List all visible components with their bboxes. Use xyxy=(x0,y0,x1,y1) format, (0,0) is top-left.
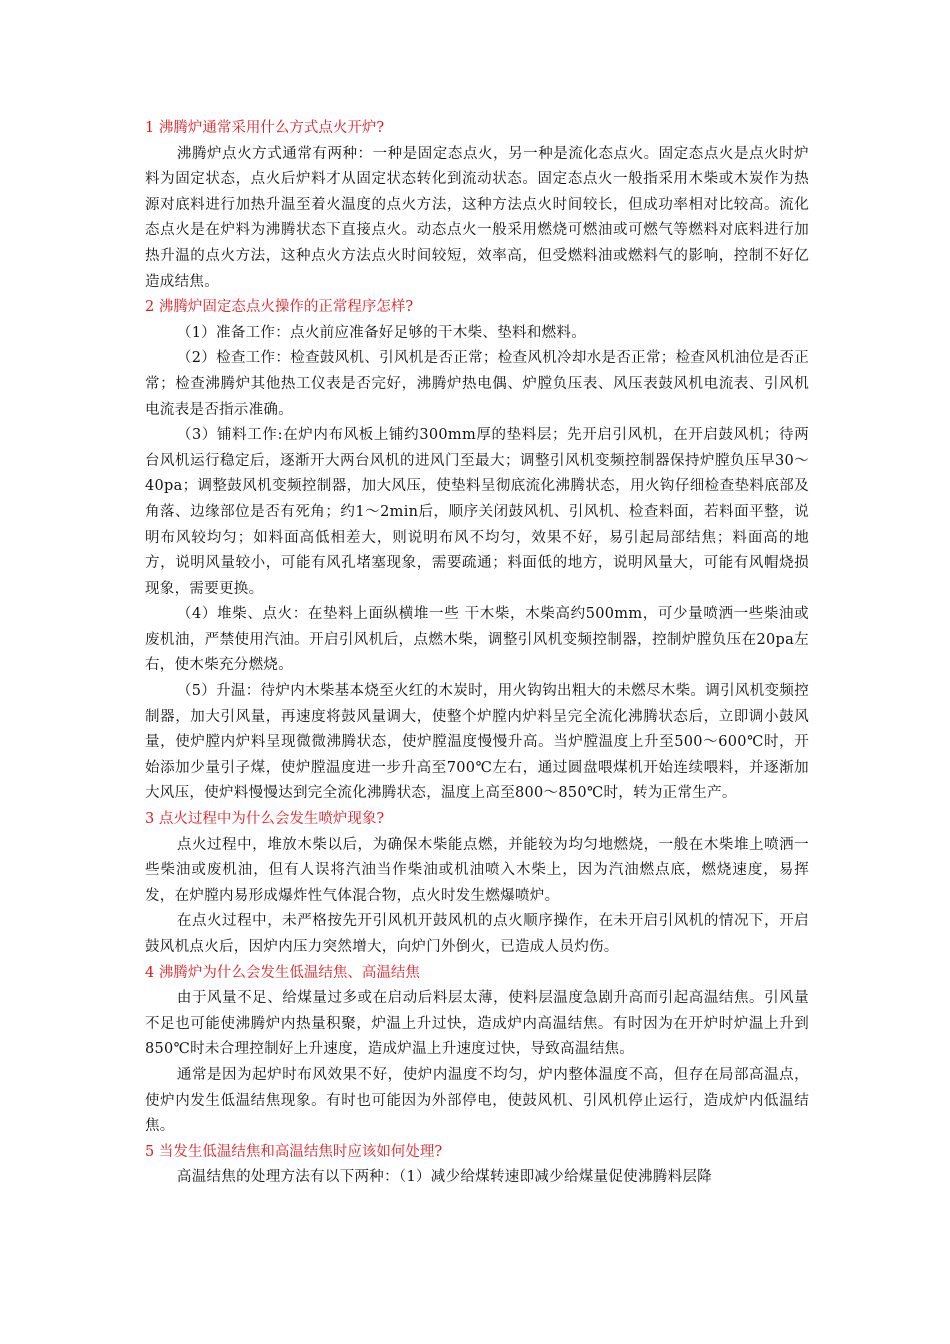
section-heading: 2 沸腾炉固定态点火操作的正常程序怎样? xyxy=(145,299,414,316)
paragraph: 沸腾炉点火方式通常有两种：一种是固定态点火，另一种是流化态点火。固定态点火是点火时炉料为固定状态，点火后炉料才从固定状态转化到流动状态。固定态点火一般指采用木柴或木炭作为热源对底料进行加热升温至着火温度的点火方法，这种方法点火时间较长，但成功率相对比较高。流化态点火是在炉料为沸腾状态下直接点火。动态点火一般采用燃烧可燃油或可燃气等燃料对底料进行加热升温的点火方法，这种点火方法点火时间较短，效率高，但受燃料油或燃料气的影响，控制不好亿造成结焦。 xyxy=(145,145,809,290)
paragraph: （2）检查工作：检查鼓风机、引风机是否正常；检查风机冷却水是否正常；检查风机油位是否正常；检查沸腾炉其他热工仪表是否完好，沸腾炉热电偶、炉膛负压表、风压表鼓风机电流表、引风机电流表是否指示准确。 xyxy=(145,350,809,418)
paragraph: （5）升温：待炉内木柴基本烧至火红的木炭时，用火钩钩出粗大的未燃尽木柴。调引风机变频控制器，加大引风量，再速度将鼓风量调大，使整个炉膛内炉料呈完全流化沸腾状态后，立即调小鼓风量，使炉膛内炉料呈现微微沸腾状态，使炉膛温度慢慢升高。当炉膛温度上升至500～600℃时，开始添加少量引子煤，使炉膛温度进一步升高至700℃左右，通过圆盘喂煤机开始连续喂料，并逐渐加大风压，使炉料慢慢达到完全流化沸腾状态，温度上高至800～850℃时，转为正常生产。 xyxy=(145,683,809,802)
section-heading: 1 沸腾炉通常采用什么方式点火开炉? xyxy=(145,120,385,136)
section-3 xyxy=(145,807,809,961)
paragraph: （4）堆柴、点火：在垫料上面纵横堆一些 干木柴，木柴高约500mm，可少量喷洒一些柴油或废机油，严禁使用汽油。开启引风机后，点燃木柴，调整引风机变频控制器，控制炉膛负压在20pa左右，使木柴充分燃烧。 xyxy=(145,606,809,674)
section-5 xyxy=(145,1140,809,1191)
section-2 xyxy=(145,295,809,807)
paragraph: 点火过程中，堆放木柴以后，为确保木柴能点燃，并能较为均匀地燃烧，一般在木柴堆上喷洒一些柴油或废机油，但有人误将汽油当作柴油或机油喷入木柴上，因为汽油燃点底，燃烧速度，易挥发，在炉膛内易形成爆炸性气体混合物，点火时发生燃爆喷炉。 xyxy=(145,836,809,904)
paragraph: （1）准备工作：点火前应准备好足够的干木柴、垫料和燃料。 xyxy=(176,324,587,341)
document-body xyxy=(145,116,809,1191)
paragraph: 在点火过程中，未严格按先开引风机开鼓风机的点火顺序操作，在未开启引风机的情况下，开启鼓风机点火后，因炉内压力突然增大，向炉门外倒火，已造成人员灼伤。 xyxy=(145,913,809,955)
section-heading: 5 当发生低温结焦和高温结焦时应该如何处理? xyxy=(145,1143,443,1160)
section-1 xyxy=(145,116,809,295)
section-heading: 3 点火过程中为什么会发生喷炉现象? xyxy=(145,811,385,828)
section-4 xyxy=(145,961,809,1140)
paragraph: 通常是因为起炉时布风效果不好，使炉内温度不均匀，炉内整体温度不高，但存在局部高温点，使炉内发生低温结焦现象。有时也可能因为外部停电，使鼓风机、引风机停止运行，造成炉内低温结焦。 xyxy=(145,1066,809,1135)
paragraph: 高温结焦的处理方法有以下两种：（1）减少给煤转速即减少给煤量促使沸腾料层降 xyxy=(176,1169,712,1186)
paragraph: 由于风量不足、给煤量过多或在启动后料层太薄，使料层温度急剧升高而引起高温结焦。引风量不足也可能使沸腾炉内热量积聚，炉温上升过快，造成炉内高温结焦。有时因为在开炉时炉温上升到850℃时未合理控制好上升速度，造成炉温上升速度过快，导致高温结焦。 xyxy=(145,990,809,1058)
section-heading: 4 沸腾炉为什么会发生低温结焦、高温结焦 xyxy=(145,964,420,981)
paragraph: （3）铺料工作:在炉内布风板上铺约300mm厚的垫料层；先开启引风机，在开启鼓风机；待两台风机运行稳定后，逐渐开大两台风机的进风门至最大；调整引风机变频控制器保持炉膛负压早30～40pa；调整鼓风机变频控制器，加大风压，使垫料呈彻底流化沸腾状态，用火钩仔细检查垫料底部及角落、边缘部位是否有死角；约1～2min后，顺序关闭鼓风机、引风机、检查料面，若料面平整，说明布风较均匀；如料面高低相差大，则说明布风不均匀，效果不好，易引起局部结焦；料面高的地方，说明风量较小，可能有风孔堵塞现象，需要疏通；料面低的地方，说明风量大，可能有风帽烧损现象，需要更换。 xyxy=(145,427,809,597)
